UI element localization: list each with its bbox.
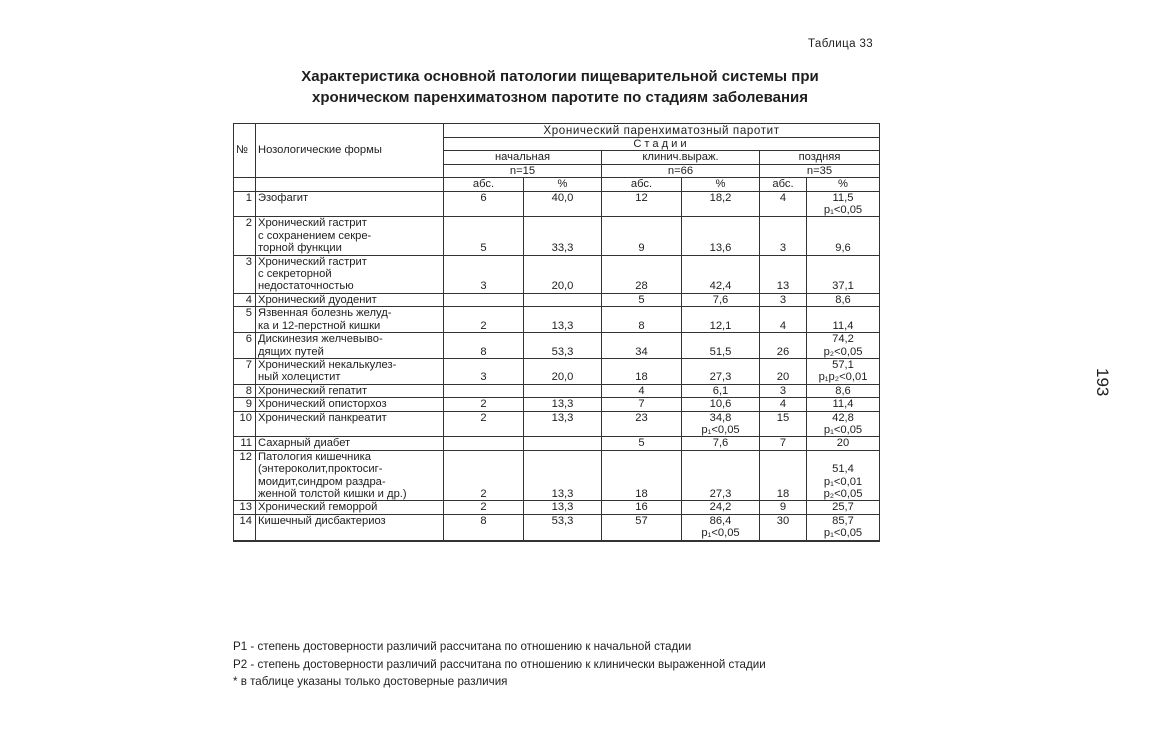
late-pct <box>807 411 880 437</box>
late-pct <box>807 255 880 293</box>
nosological-form <box>256 191 444 217</box>
clinical-abs <box>602 514 682 540</box>
initial-abs-value: 8 <box>480 514 487 527</box>
clinical-abs-value: 18 <box>635 371 648 384</box>
late-pct-significance: p₁<0,01 <box>823 475 863 488</box>
late-pct-significance: p₂<0,05 <box>823 345 863 358</box>
clinical-pct-value: 6,1 <box>712 384 729 397</box>
late-pct-significance: p₂<0,05 <box>823 487 863 500</box>
nosological-form <box>256 307 444 333</box>
header-abs-3: абс. <box>760 178 807 191</box>
initial-pct <box>524 293 602 306</box>
initial-abs <box>444 398 524 411</box>
footnote-note: * в таблице указаны только достоверные различия <box>233 675 508 688</box>
late-abs <box>760 501 807 514</box>
clinical-abs-value: 16 <box>635 501 648 514</box>
table-row <box>234 333 880 359</box>
late-pct-value: 51,4 <box>832 463 854 476</box>
clinical-abs-value: 18 <box>635 487 648 500</box>
row-number-value: 14 <box>239 514 252 527</box>
clinical-pct-value: 42,4 <box>709 280 732 293</box>
clinical-abs-value: 7 <box>638 398 645 411</box>
header-abs-2: абс. <box>602 178 682 191</box>
initial-abs <box>444 501 524 514</box>
clinical-pct-value: 24,2 <box>709 501 732 514</box>
late-abs-value: 3 <box>779 293 787 306</box>
clinical-abs-value: 9 <box>638 242 645 255</box>
header-pct-3: % <box>807 178 880 191</box>
clinical-pct-value: 51,5 <box>709 345 732 358</box>
late-abs <box>760 217 807 255</box>
clinical-abs-value: 57 <box>635 514 648 527</box>
late-pct-significance: p₁<0,05 <box>823 204 863 217</box>
late-pct-significance: p₁<0,05 <box>823 423 863 436</box>
pathology-table <box>233 123 880 542</box>
clinical-abs-value: 28 <box>635 280 648 293</box>
late-abs-value: 9 <box>779 501 787 514</box>
row-number <box>234 255 256 293</box>
nosological-form-value: Хронический панкреатит <box>258 411 387 424</box>
nosological-form-value: Хронический гепатит <box>258 384 368 397</box>
row-number <box>234 398 256 411</box>
initial-abs <box>444 307 524 333</box>
clinical-abs-value: 23 <box>635 411 648 424</box>
late-pct <box>807 217 880 255</box>
row-number-value: 11 <box>240 437 252 450</box>
late-abs-value: 4 <box>779 319 787 332</box>
initial-abs-value: 3 <box>480 280 487 293</box>
initial-pct <box>524 307 602 333</box>
clinical-pct <box>682 384 760 397</box>
header-stage-clinical: клинич.выраж. <box>602 151 760 164</box>
clinical-pct-value: 27,3 <box>709 371 732 384</box>
initial-abs <box>444 514 524 540</box>
row-number-value: 2 <box>245 217 252 230</box>
clinical-pct <box>682 307 760 333</box>
clinical-abs <box>602 437 682 450</box>
clinical-pct <box>682 450 760 501</box>
initial-abs <box>444 411 524 437</box>
initial-pct-value: 40,0 <box>551 191 574 204</box>
header-stage-initial: начальная <box>444 151 602 164</box>
late-abs <box>760 293 807 306</box>
clinical-abs-value: 4 <box>638 384 645 397</box>
row-number <box>234 307 256 333</box>
table-row <box>234 437 880 450</box>
row-number <box>234 450 256 501</box>
nosological-form-value: Хронический описторхоз <box>258 398 387 411</box>
table-row <box>234 450 880 501</box>
late-abs <box>760 514 807 540</box>
initial-pct <box>524 501 602 514</box>
initial-pct-value: 13,3 <box>551 319 574 332</box>
row-number <box>234 293 256 306</box>
clinical-pct-value: 34,8 <box>709 411 732 424</box>
row-number-value: 5 <box>245 307 252 320</box>
title-line-1: Характеристика основной патологии пищеварительной системы при <box>301 68 819 85</box>
late-pct-value: 25,7 <box>832 501 854 514</box>
late-pct-value: 37,1 <box>832 280 854 293</box>
late-pct <box>807 293 880 306</box>
late-abs <box>760 191 807 217</box>
nosological-form-value: Дискинезия желчевыво- дящих путей <box>258 333 383 358</box>
nosological-form-value: Хронический дуоденит <box>258 293 377 306</box>
nosological-form-value: Хронический гастрит с сохранением секре- торной функции <box>258 217 372 255</box>
row-number <box>234 358 256 384</box>
table-row <box>234 501 880 514</box>
initial-abs-value: 8 <box>480 345 487 358</box>
late-pct-value: 42,8 <box>832 411 854 424</box>
clinical-pct <box>682 333 760 359</box>
clinical-abs-value: 34 <box>635 345 648 358</box>
initial-abs <box>444 217 524 255</box>
late-abs-value: 15 <box>776 411 790 424</box>
clinical-pct-value: 7,6 <box>712 437 729 450</box>
initial-pct-value: 20,0 <box>551 371 574 384</box>
initial-abs <box>444 450 524 501</box>
clinical-pct <box>682 255 760 293</box>
initial-pct-value: 13,3 <box>551 411 574 424</box>
header-abs-1: абс. <box>444 178 524 191</box>
initial-abs <box>444 293 524 306</box>
initial-abs-value: 2 <box>480 398 487 411</box>
initial-abs-value: 5 <box>480 242 487 255</box>
initial-abs-value: 3 <box>480 371 487 384</box>
clinical-abs-value: 5 <box>638 293 645 306</box>
late-pct-value: 8,6 <box>835 293 851 306</box>
title-line-2: хроническом паренхиматозном паротите по стадиям заболевания <box>312 89 808 106</box>
late-abs <box>760 255 807 293</box>
clinical-abs <box>602 358 682 384</box>
clinical-abs-value: 8 <box>638 319 645 332</box>
clinical-pct-value: 12,1 <box>709 319 732 332</box>
row-number-value: 8 <box>245 384 252 397</box>
clinical-pct-value: 86,4 <box>709 514 732 527</box>
initial-abs-value: 2 <box>480 411 487 424</box>
late-pct-value: 57,1 <box>832 358 854 371</box>
clinical-abs <box>602 255 682 293</box>
nosological-form-value: Хронический гастрит с секреторной недостаточностью <box>258 255 367 293</box>
header-empty-no <box>234 178 256 191</box>
row-number <box>234 411 256 437</box>
late-abs-value: 13 <box>776 280 790 293</box>
nosological-form-value: Сахарный диабет <box>258 437 351 450</box>
late-pct-value: 8,6 <box>835 384 851 397</box>
row-number <box>234 501 256 514</box>
initial-pct <box>524 333 602 359</box>
header-pct-2: % <box>682 178 760 191</box>
late-abs <box>760 450 807 501</box>
clinical-pct <box>682 191 760 217</box>
clinical-pct <box>682 293 760 306</box>
table-row <box>234 217 880 255</box>
late-pct <box>807 191 880 217</box>
late-abs <box>760 307 807 333</box>
table-row <box>234 293 880 306</box>
header-n-late: n=35 <box>760 164 880 177</box>
nosological-form <box>256 293 444 306</box>
nosological-form <box>256 358 444 384</box>
row-number <box>234 384 256 397</box>
clinical-abs <box>602 411 682 437</box>
initial-pct-value: 13,3 <box>551 487 574 500</box>
table-row <box>234 384 880 397</box>
late-abs-value: 20 <box>776 371 790 384</box>
late-pct <box>807 398 880 411</box>
late-abs-value: 18 <box>776 487 790 500</box>
nosological-form <box>256 398 444 411</box>
initial-abs-value: 2 <box>480 501 487 514</box>
header-n-clinical: n=66 <box>602 164 760 177</box>
late-pct <box>807 333 880 359</box>
clinical-abs-value: 5 <box>638 437 645 450</box>
row-number-value: 13 <box>239 501 252 514</box>
clinical-abs <box>602 217 682 255</box>
table-row <box>234 307 880 333</box>
table-row <box>234 514 880 540</box>
initial-pct <box>524 384 602 397</box>
clinical-pct <box>682 501 760 514</box>
late-pct-value: 74,2 <box>832 333 854 346</box>
nosological-form <box>256 501 444 514</box>
footnotes <box>233 638 766 691</box>
header-pct-1: % <box>524 178 602 191</box>
late-pct <box>807 450 880 501</box>
late-abs-value: 30 <box>776 514 790 527</box>
clinical-pct-value: 13,6 <box>709 242 732 255</box>
initial-pct <box>524 398 602 411</box>
initial-abs-value: 2 <box>480 487 487 500</box>
late-pct-value: 11,5 <box>832 191 854 204</box>
header-stages: Стадии <box>444 138 880 151</box>
row-number-value: 1 <box>245 191 252 204</box>
late-pct <box>807 514 880 540</box>
row-number-value: 9 <box>245 398 252 411</box>
late-abs-value: 4 <box>779 398 787 411</box>
late-abs-value: 3 <box>779 242 787 255</box>
nosological-form <box>256 514 444 540</box>
clinical-pct <box>682 514 760 540</box>
nosological-form <box>256 437 444 450</box>
row-number-value: 3 <box>245 255 252 268</box>
header-name: Нозологические формы <box>256 124 444 178</box>
nosological-form-value: Кишечный дисбактериоз <box>258 514 386 527</box>
initial-abs <box>444 191 524 217</box>
clinical-pct <box>682 411 760 437</box>
late-abs <box>760 398 807 411</box>
initial-abs <box>444 384 524 397</box>
footnote-p2: Р2 - степень достоверности различий рассчитана по отношению к клинически выраженной стадии <box>233 657 766 671</box>
initial-pct <box>524 437 602 450</box>
clinical-pct <box>682 217 760 255</box>
initial-pct-value: 53,3 <box>551 345 574 358</box>
late-abs <box>760 411 807 437</box>
row-number <box>234 437 256 450</box>
clinical-pct <box>682 358 760 384</box>
header-n-initial: n=15 <box>444 164 602 177</box>
nosological-form <box>256 450 444 501</box>
clinical-abs <box>602 384 682 397</box>
initial-abs <box>444 333 524 359</box>
clinical-abs <box>602 293 682 306</box>
row-number <box>234 217 256 255</box>
clinical-abs <box>602 333 682 359</box>
initial-pct-value: 13,3 <box>551 501 574 514</box>
late-pct-value: 11,4 <box>832 398 854 411</box>
late-abs-value: 4 <box>779 191 787 204</box>
nosological-form <box>256 255 444 293</box>
initial-pct <box>524 255 602 293</box>
nosological-form <box>256 333 444 359</box>
initial-abs <box>444 358 524 384</box>
late-abs <box>760 437 807 450</box>
table-number: Таблица 33 <box>808 38 874 50</box>
late-abs <box>760 358 807 384</box>
nosological-form <box>256 411 444 437</box>
late-abs-value: 26 <box>776 345 790 358</box>
late-pct <box>807 358 880 384</box>
clinical-pct-value: 18,2 <box>709 191 732 204</box>
row-number-value: 12 <box>239 450 252 463</box>
nosological-form-value: Эзофагит <box>258 191 309 204</box>
initial-abs-value: 6 <box>480 191 487 204</box>
clinical-pct-value: 7,6 <box>712 293 729 306</box>
late-abs <box>760 333 807 359</box>
initial-abs <box>444 255 524 293</box>
clinical-pct-significance: p₁<0,05 <box>701 423 740 436</box>
table-row <box>234 358 880 384</box>
clinical-pct-value: 27,3 <box>709 487 732 500</box>
header-stage-late: поздняя <box>760 151 880 164</box>
clinical-abs <box>602 398 682 411</box>
initial-pct <box>524 191 602 217</box>
nosological-form-value: Патология кишечника (энтероколит,проктосиг- моидит,синдром раздра- женной толстой кишки и др.) <box>258 450 407 500</box>
page-number: 193 <box>1093 368 1112 397</box>
header-no: № <box>234 124 256 178</box>
late-abs-value: 7 <box>779 437 787 450</box>
late-abs-value: 3 <box>779 384 787 397</box>
late-pct <box>807 307 880 333</box>
clinical-abs <box>602 307 682 333</box>
clinical-pct-significance: p₁<0,05 <box>701 527 740 540</box>
late-pct <box>807 384 880 397</box>
table-row <box>234 411 880 437</box>
clinical-pct-value: 10,6 <box>709 398 732 411</box>
table-row <box>234 398 880 411</box>
late-pct-value: 11,4 <box>832 319 854 332</box>
row-number-value: 7 <box>245 358 252 371</box>
nosological-form-value: Хронический геморрой <box>258 501 378 514</box>
row-number <box>234 514 256 540</box>
row-number-value: 10 <box>239 411 252 424</box>
late-abs <box>760 384 807 397</box>
late-pct-significance: p₁<0,05 <box>823 527 863 540</box>
clinical-abs <box>602 450 682 501</box>
initial-pct <box>524 450 602 501</box>
late-pct-value: 85,7 <box>832 514 854 527</box>
initial-pct <box>524 514 602 540</box>
initial-pct-value: 13,3 <box>551 398 574 411</box>
initial-abs-value: 2 <box>480 319 487 332</box>
table-body <box>234 191 880 540</box>
nosological-form <box>256 384 444 397</box>
initial-abs <box>444 437 524 450</box>
clinical-pct <box>682 437 760 450</box>
table-row <box>234 255 880 293</box>
clinical-abs <box>602 191 682 217</box>
clinical-pct <box>682 398 760 411</box>
initial-pct <box>524 358 602 384</box>
late-pct-significance: p₁p₂<0,01 <box>818 371 868 384</box>
late-pct-value: 9,6 <box>835 242 851 255</box>
clinical-abs-value: 12 <box>635 191 648 204</box>
late-pct-value: 20 <box>836 437 850 450</box>
row-number <box>234 333 256 359</box>
clinical-abs <box>602 501 682 514</box>
initial-pct-value: 53,3 <box>551 514 574 527</box>
table-title <box>240 66 880 108</box>
header-disease: Хронический паренхиматозный паротит <box>444 124 880 138</box>
header-empty-name <box>256 178 444 191</box>
late-pct <box>807 501 880 514</box>
late-pct <box>807 437 880 450</box>
nosological-form <box>256 217 444 255</box>
nosological-form-value: Хронический некалькулез- ный холецистит <box>258 358 397 384</box>
nosological-form-value: Язвенная болезнь желуд- ка и 12-перстной кишки <box>258 307 392 332</box>
initial-pct-value: 20,0 <box>551 280 574 293</box>
table-row <box>234 191 880 217</box>
footnote-p1: Р1 - степень достоверности различий рассчитана по отношению к начальной стадии <box>233 640 692 653</box>
initial-pct-value: 33,3 <box>551 242 574 255</box>
row-number <box>234 191 256 217</box>
row-number-value: 6 <box>245 333 252 346</box>
row-number-value: 4 <box>245 293 252 306</box>
initial-pct <box>524 411 602 437</box>
initial-pct <box>524 217 602 255</box>
